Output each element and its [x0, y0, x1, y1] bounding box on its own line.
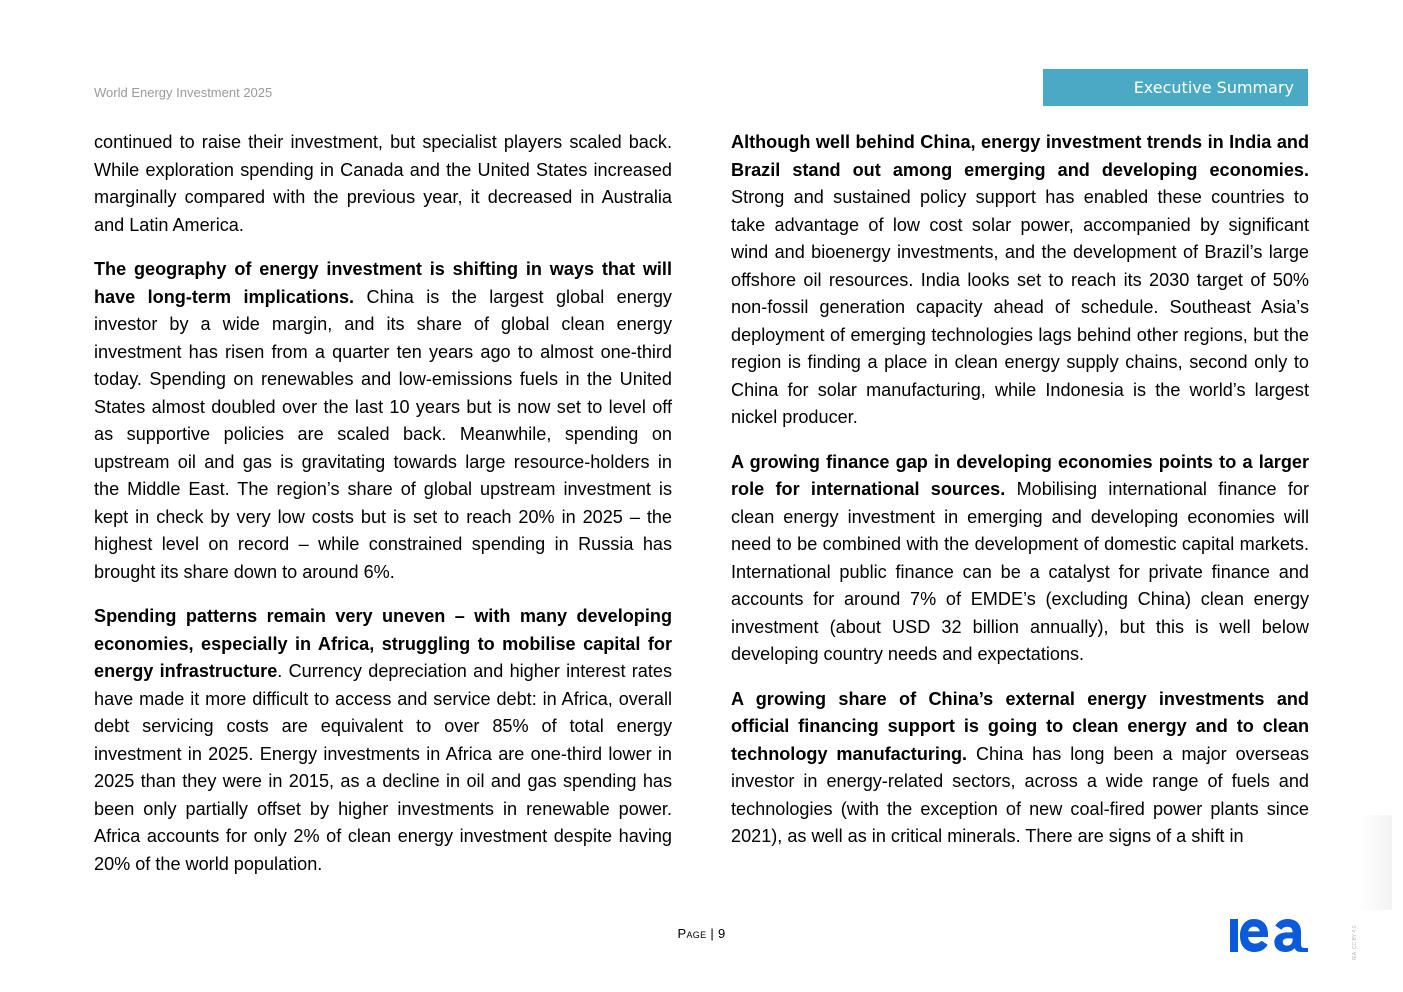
page-label: Page: [677, 926, 707, 941]
iea-logo-icon: [1230, 916, 1308, 952]
paragraph: [731, 449, 1309, 669]
page-edge-shade: [1358, 815, 1392, 910]
paragraph-lead: A growing finance gap in developing economies points to a larger role for international sources.: [731, 451, 1309, 499]
logo-letter-a: [1274, 919, 1308, 952]
right-column: [731, 129, 1309, 851]
paragraph: [731, 129, 1309, 432]
paragraph-text: Mobilising international finance for clean energy investment in emerging and developing economies will need to be combined with the development of domestic capital markets. International public finance can be a catalyst for private finance and accounts for around 7% of EMDE’s (excluding China) clean energy investment (about USD 32 billion annually), but this is well below developing country needs and expectations.: [731, 479, 1309, 664]
license-notice: IEA. CC BY 4.0.: [1352, 924, 1358, 960]
page-number-value: 9: [717, 926, 726, 941]
page-number: [0, 926, 1403, 941]
page-separator: |: [706, 926, 718, 941]
paragraph: [731, 686, 1309, 851]
paragraph-lead: The geography of energy investment is shifting in ways that will have long-term implications.: [94, 259, 672, 307]
paragraph-lead: A growing share of China’s external energy investments and official financing support is going to clean energy and to clean technology manufacturing.: [731, 688, 1309, 764]
paragraph-text: China has long been a major overseas investor in energy-related sectors, across a wide range of fuels and technologies (with the exception of new coal-fired power plants since 2021), as well as in critical minerals. There are signs of a shift in: [731, 743, 1309, 846]
paragraph-text: Strong and sustained policy support has enabled these countries to take advantage of low cost solar power, accompanied by significant wind and bioenergy investments, and the development of Brazil’s large offshore oil resources. India looks set to reach its 2030 target of 50% non-fossil generation capacity ahead of schedule. Southeast Asia’s deployment of emerging technologies lags behind other regions, but the region is finding a place in clean energy supply chains, second only to China for solar manufacturing, while Indonesia is the world’s largest nickel producer.: [731, 187, 1309, 427]
paragraph-lead: Although well behind China, energy investment trends in India and Brazil stand out among emerging and developing economies.: [731, 132, 1309, 180]
left-column: [94, 129, 672, 878]
document-title: World Energy Investment 2025: [94, 85, 273, 100]
logo-letter-i: [1230, 919, 1238, 952]
section-tab-label: Executive Summary: [1133, 78, 1294, 97]
paragraph: [94, 129, 672, 239]
paragraph-text: continued to raise their investment, but specialist players scaled back. While exploration spending in Canada and the United States increased marginally compared with the previous year, it decreased in Australia and Latin America.: [94, 132, 672, 235]
logo-letter-e: [1240, 919, 1268, 952]
paragraph-text: . Currency depreciation and higher interest rates have made it more difficult to access and service debt: in Africa, overall debt servicing costs are equivalent to over 85% of total energy investment in 2025. Energy investments in Africa are one-third lower in 2025 than they were in 2015, as a decline in oil and gas spending has been only partially offset by higher investments in renewable power. Africa accounts for only 2% of clean energy investment despite having 20% of the world population.: [94, 661, 673, 874]
paragraph: [94, 256, 672, 586]
section-tab: [1043, 69, 1308, 106]
paragraph-text: China is the largest global energy investor by a wide margin, and its share of global clean energy investment has risen from a quarter ten years ago to almost one-third today. Spending on renewables and low-emissions fuels in the United States almost doubled over the last 10 years but is now set to level off as supportive policies are scaled back. Meanwhile, spending on upstream oil and gas is gravitating towards large resource-holders in the Middle East. The region’s share of global upstream investment is kept in check by very low costs but is set to reach 20% in 2025 – the highest level on record – while constrained spending in Russia has brought its share down to around 6%.: [94, 286, 672, 582]
paragraph-lead: Spending patterns remain very uneven – with many developing economies, especially in Africa, struggling to mobilise capital for energy infrastructure: [94, 606, 672, 681]
paragraph: [94, 603, 672, 878]
